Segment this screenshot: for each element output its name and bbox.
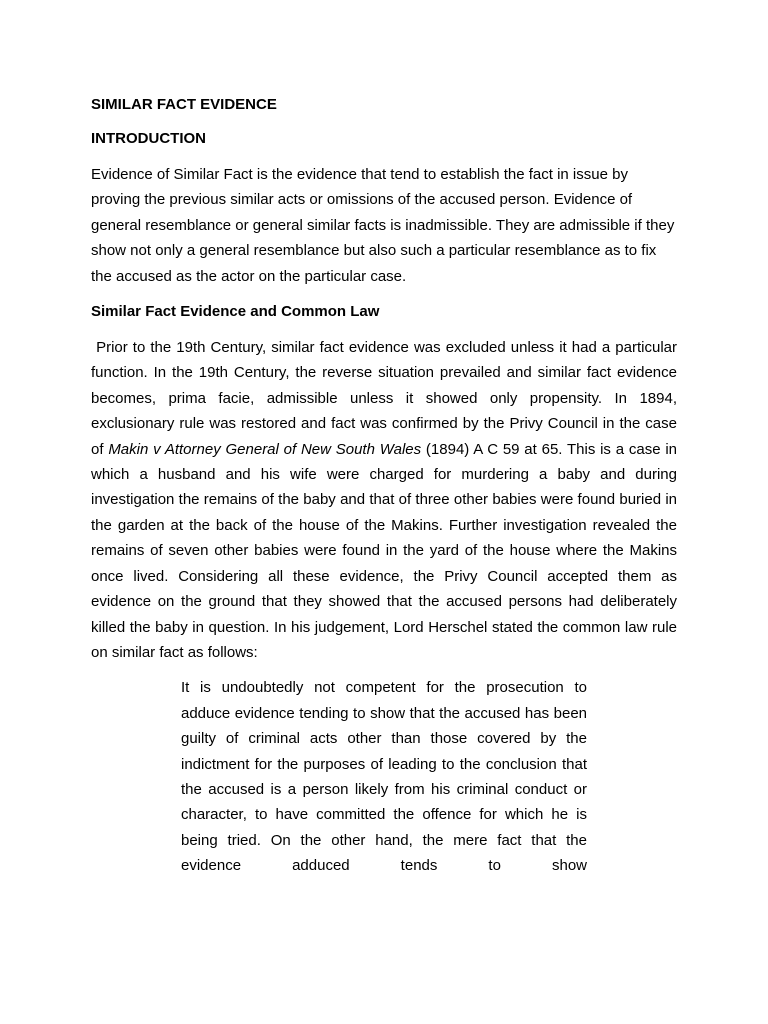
intro-paragraph: Evidence of Similar Fact is the evidence that tend to establish the fact in issue by proving the previous similar acts or omissions of the accused person. Evidence of general resemblance or general similar facts is inadmissible. They are admissible if they show not only a general resemblance but also such a particular resemblance as to fix the accused as the actor on the particular case. — [91, 166, 675, 285]
paragraph-text-before-case: Prior to the 19th Century, similar fact evidence was excluded unless it had a particular function. In the 19th Century, the reverse situation prevailed and similar fact evidence becomes, prima facie, admissible unless it showed only propensity. In 1894, exclusionary rule was restored and fact was confirmed by the Privy Council in the case of — [91, 339, 677, 458]
intro-heading: INTRODUCTION — [91, 130, 206, 147]
common-law-paragraph — [91, 335, 677, 665]
paragraph-text-after-case: (1894) A C 59 at 65. This is a case in which a husband and his wife were charged for murdering a baby and during investigation the remains of the baby and that of three other babies were found buried in the garden at the back of the house of the Makins. Further investigation revealed the remains of seven other babies were found in the yard of the house where the Makins once lived. Considering all these evidence, the Privy Council accepted them as evidence on the ground that they showed that the accused persons had deliberately killed the baby in question. In his judgement, Lord Herschel stated the common law rule on similar fact as follows: — [91, 440, 678, 661]
block-quote: It is undoubtedly not competent for the prosecution to adduce evidence tending to show that the accused has been guilty of criminal acts other than those covered by the indictment for the purposes of leading to the conclusion that the accused is a person likely from his criminal conduct or character, to have committed the offence for which he is being tried. On the other hand, the mere fact that the evidence adduced tends to show — [181, 679, 587, 875]
document-title: SIMILAR FACT EVIDENCE — [91, 96, 277, 113]
case-citation: Makin v Attorney General of New South Wales — [108, 440, 422, 458]
section-heading: Similar Fact Evidence and Common Law — [91, 303, 380, 321]
document-body — [91, 94, 677, 879]
